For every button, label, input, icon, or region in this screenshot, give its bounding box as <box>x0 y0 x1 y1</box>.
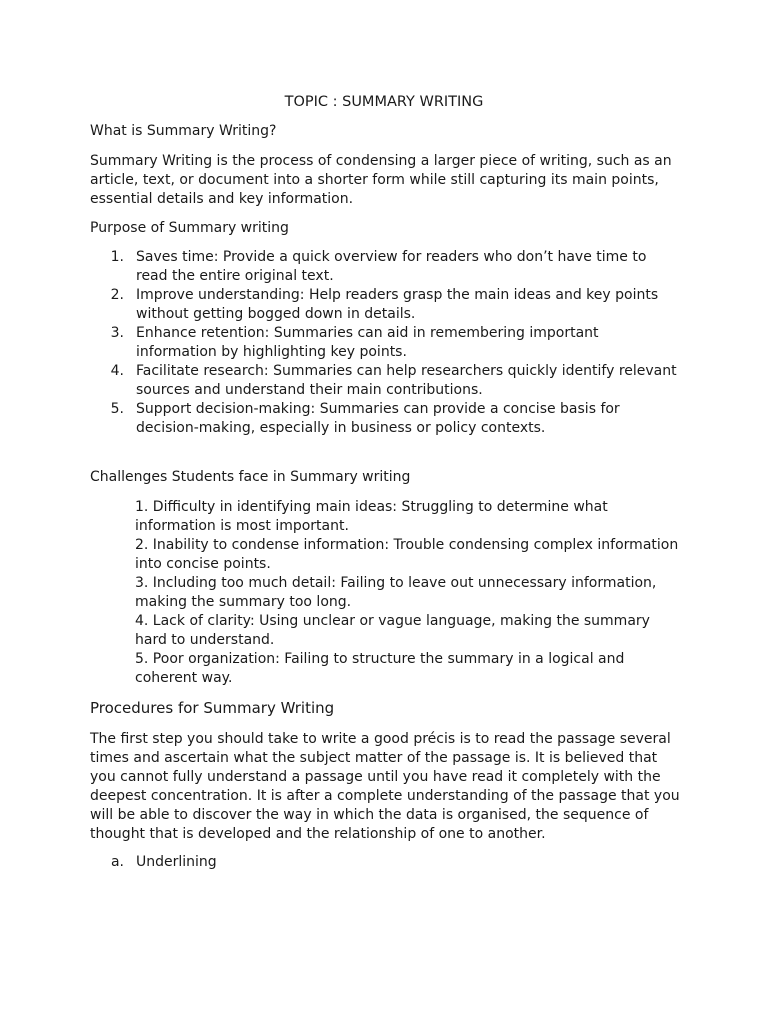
list-item <box>90 853 680 872</box>
challenges-heading: Challenges Students face in Summary writing <box>90 469 411 485</box>
challenges-list <box>135 498 680 688</box>
procedures-paragraph: The first step you should take to write a good précis is to read the passage several times and ascertain what the subject matter of the passage is. It is believed that you cannot fully understand a passage until you have read it completely with the deepest concentration. It is after a complete understanding of the passage that you will be able to discover the way in which the data is organised, the sequence of thought that is developed and the relationship of one to another. <box>90 731 680 842</box>
list-item <box>90 324 680 362</box>
list-item: 2. Inability to condense information: Trouble condensing complex information into concise points. <box>135 537 679 572</box>
procedures-heading: Procedures for Summary Writing <box>90 699 335 717</box>
list-number: 1. <box>110 249 124 265</box>
list-item-text: Underlining <box>136 854 217 870</box>
list-item <box>90 248 680 286</box>
definition-paragraph: Summary Writing is the process of condensing a larger piece of writing, such as an article, text, or document into a shorter form while still capturing its main points, essential details and key information. <box>90 153 672 207</box>
list-item-text: Facilitate research: Summaries can help researchers quickly identify relevant sources and understand their main contributions. <box>136 363 677 398</box>
list-item <box>90 286 680 324</box>
list-item <box>90 400 680 438</box>
purpose-list <box>90 248 680 438</box>
list-item-text: Improve understanding: Help readers grasp the main ideas and key points without getting bogged down in details. <box>136 287 659 322</box>
list-item <box>90 362 680 400</box>
list-number: 4. <box>110 363 124 379</box>
list-item: 4. Lack of clarity: Using unclear or vague language, making the summary hard to understand. <box>135 613 650 648</box>
list-number: 2. <box>110 287 124 303</box>
list-number: 5. <box>110 401 124 417</box>
list-item-text: Saves time: Provide a quick overview for readers who don’t have time to read the entire original text. <box>136 249 647 284</box>
list-letter: a. <box>110 854 124 870</box>
steps-list <box>90 853 680 872</box>
list-item: 1. Difficulty in identifying main ideas: Struggling to determine what information is most important. <box>135 499 608 534</box>
list-number: 3. <box>110 325 124 341</box>
list-item-text: Support decision-making: Summaries can provide a concise basis for decision-making, especially in business or policy contexts. <box>136 401 620 436</box>
purpose-heading: Purpose of Summary writing <box>90 220 289 236</box>
list-item: 5. Poor organization: Failing to structure the summary in a logical and coherent way. <box>135 651 625 686</box>
list-item: 3. Including too much detail: Failing to leave out unnecessary information, making the summary too long. <box>135 575 657 610</box>
list-item-text: Enhance retention: Summaries can aid in remembering important information by highlighting key points. <box>136 325 599 360</box>
document-title: TOPIC : SUMMARY WRITING <box>284 94 484 110</box>
question-heading: What is Summary Writing? <box>90 123 277 139</box>
